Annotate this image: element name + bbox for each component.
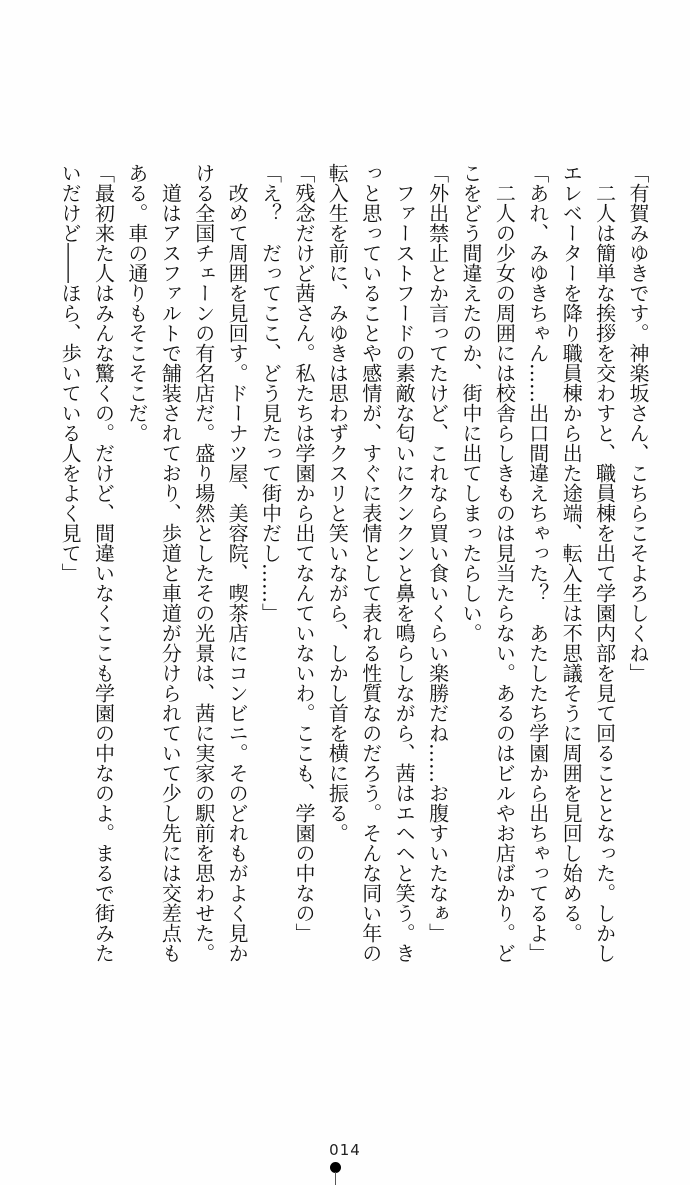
vertical-text-body [53,163,654,973]
text-column-13: 改めて周囲を見回す。ドーナツ屋、美容院、喫茶店にコンビニ。そのどれもがよく見か [225,163,250,963]
text-column-6: こをどう間違えたのか、街中に出てしまったらしい。 [458,163,483,643]
text-column-8: ファーストフードの素敵な匂いにクンクンと鼻を鳴らしながら、茜はエヘヘと笑う。き [392,163,417,963]
text-column-16: ある。車の通りもそこそこだ。 [124,163,149,443]
text-column-12: 「え？ だってここ、どう見たって街中だし……」 [258,163,283,623]
text-column-5: 二人の少女の周囲には校舎らしきものは見当たらない。あるのはビルやお店ばかり。ど [492,163,517,963]
text-column-17: 「最初来た人はみんな驚くの。だけど、間違いなくここも学園の中なのよ。まるで街みた [91,163,116,963]
text-column-11: 「残念だけど茜さん。私たちは学園から出てなんていないわ。ここも、学園の中なの」 [291,163,316,943]
text-column-9: っと思っていることや感情が、すぐに表情として表れる性質なのだろう。そんな同い年の [358,163,383,963]
text-column-1: 「有賀みゆきです。神楽坂さん、こちらこそよろしくね」 [626,163,650,683]
text-column-2: 二人は簡単な挨拶を交わすと、職員棟を出て学園内部を見て回ることとなった。しかし [592,163,617,963]
page-number: 014 [329,1141,361,1159]
text-column-7: 「外出禁止とか言ってたけど、これなら買い食いくらい楽勝だね……お腹すいたなぁ」 [425,163,450,943]
text-column-10: 転入生を前に、みゆきは思わずクスリと笑いながら、しかし首を横に振る。 [325,163,350,843]
text-column-15: 道はアスファルトで舗装されており、歩道と車道が分けられていて少し先には交差点も [158,163,183,963]
text-column-3: エレベーターを降り職員棟から出た途端、転入生は不思議そうに周囲を見回し始める。 [559,163,584,943]
text-column-14: ける全国チェーンの有名店だ。盛り場然としたその光景は、茜に実家の駅前を思わせた。 [191,163,216,963]
page-marker-stem [335,1172,336,1185]
text-column-18: いだけど――ほら、歩いている人をよく見て」 [58,163,83,583]
text-column-4: 「あれ、みゆきちゃん……出口間違えちゃった？ あたしたち学園から出ちゃってるよ」 [525,163,550,963]
